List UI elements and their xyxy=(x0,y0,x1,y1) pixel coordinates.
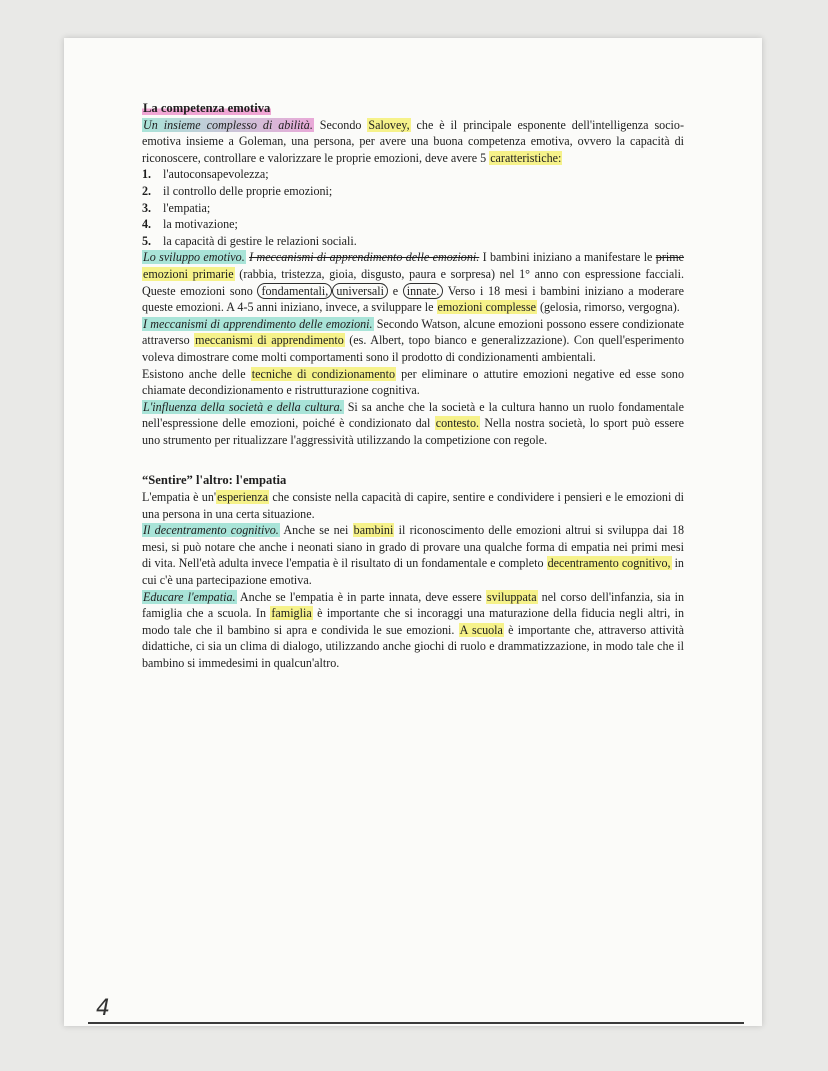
document-body xyxy=(142,100,684,672)
influenza-lead: L'influenza della società e della cultura. xyxy=(143,399,343,414)
sviluppo-struck: I meccanismi di apprendimento delle emozioni. xyxy=(249,250,480,265)
educare-hl3: A scuola xyxy=(459,622,503,637)
influenza-hl1: contesto. xyxy=(435,416,480,431)
paragraph-sviluppo xyxy=(142,249,684,315)
tecniche-t2: per eliminare o attutire emozioni negative ed esse sono chiamate decondizionamento e ristrutturazione cognitiva. xyxy=(142,366,684,398)
empatia-t2: che consiste nella capacità di capire, sentire e condividere i pensieri e le emozioni di una persona in una certa situazione. xyxy=(142,490,685,521)
meccanismi-lead: I meccanismi di apprendimento delle emozioni. xyxy=(143,316,373,331)
list-number: 5. xyxy=(142,233,152,248)
section-gap xyxy=(142,448,684,472)
sviluppo-t5: (gelosia, rimorso, vergogna). xyxy=(536,300,680,315)
intro-lead: Un insieme complesso di abilità. xyxy=(143,117,313,132)
educare-t4: è importante che, attraverso attività didattiche, ci sia un clima di dialogo, utilizzando anche giochi di ruolo e drammatizzazione, in modo tale che il bambino si immedesimi in qualcun'altro. xyxy=(142,622,684,670)
educare-t3: è importante che si incoraggi una maturazione della fiducia negli altri, in modo tale che il bambino si apra e condivida le sue emozioni. xyxy=(142,606,685,637)
educare-hl2: famiglia xyxy=(271,606,312,621)
list-text: l'empatia; xyxy=(163,200,211,215)
tecniche-hl1: tecniche di condizionamento xyxy=(251,366,396,381)
bottom-rule xyxy=(88,1022,744,1024)
section-title-empatia: “Sentire” l'altro: l'empatia xyxy=(142,473,287,488)
sviluppo-lead: Lo sviluppo emotivo. xyxy=(143,250,245,265)
list-item xyxy=(142,200,684,217)
paragraph-empatia-intro xyxy=(142,489,684,522)
intro-salovey: Salovey, xyxy=(368,117,410,132)
educare-hl1: sviluppata xyxy=(486,589,537,604)
sviluppo-hl1: emozioni primarie xyxy=(143,266,234,281)
educare-lead: Educare l'empatia. xyxy=(143,589,236,604)
list-item xyxy=(142,216,684,233)
sviluppo-t4: Verso i 18 mesi i bambini iniziano a moderare queste emozioni. A 4-5 anni iniziano, invece, a sviluppare le xyxy=(142,283,684,315)
paragraph-tecniche xyxy=(142,366,684,399)
list-number: 2. xyxy=(142,183,152,198)
tecniche-t1: Esistono anche delle xyxy=(142,366,251,381)
decentramento-t3: in cui c'è una partecipazione emotiva. xyxy=(142,556,684,588)
influenza-t1: Si sa anche che la società e la cultura hanno un ruolo fondamentale nell'espressione delle emozioni, poiché è condizionato dal xyxy=(142,399,684,431)
intro-caratteristiche: caratteristiche: xyxy=(490,150,562,165)
sviluppo-t3: e xyxy=(388,283,403,298)
sviluppo-struck2: prime xyxy=(655,250,684,265)
list-number: 3. xyxy=(142,200,152,215)
list-item xyxy=(142,233,684,250)
list-number: 1. xyxy=(142,167,152,182)
empatia-hl1: esperienza xyxy=(217,490,269,505)
influenza-t2: Nella nostra società, lo sport può essere uno strumento per ritualizzare l'aggressività utilizzando la competizione con regole. xyxy=(142,416,684,447)
sviluppo-t2: (rabbia, tristezza, gioia, disgusto, paura e sorpresa) nel 1° anno con espressione facciali. Queste emozioni sono xyxy=(142,266,684,298)
list-text: la motivazione; xyxy=(163,217,238,232)
paragraph-decentramento xyxy=(142,522,684,588)
empatia-t1: L'empatia è un' xyxy=(142,490,217,505)
section-title-text: La competenza emotiva xyxy=(143,101,271,115)
section-title-competenza xyxy=(142,100,684,117)
educare-t1: Anche se l'empatia è in parte innata, deve essere xyxy=(236,589,486,604)
educare-t2: nel corso dell'infanzia, sia in famiglia che a scuola. In xyxy=(142,589,684,621)
meccanismi-hl1: meccanismi di apprendimento xyxy=(195,333,344,348)
paragraph-meccanismi xyxy=(142,316,684,366)
list-item xyxy=(142,183,684,200)
decentramento-t1: Anche se nei xyxy=(279,523,353,538)
intro-t1: Secondo xyxy=(313,117,368,132)
meccanismi-t1: Secondo Watson, alcune emozioni possono essere condizionate attraverso xyxy=(142,316,684,348)
list-text: l'autoconsapevolezza; xyxy=(163,167,269,182)
sviluppo-hl2: emozioni complesse xyxy=(437,300,536,315)
list-text: il controllo delle proprie emozioni; xyxy=(163,183,333,198)
circled-innate: innate. xyxy=(403,283,444,299)
decentramento-t2: il riconoscimento delle emozioni altrui si sviluppa dai 18 mesi, si può notare che anche i neonati siano in grado di provare una qualche forma di empatia nei primi mesi di vita. Nell'età adulta invece l'empatia è il risultato di un fondamentale e completo xyxy=(142,523,684,571)
decentramento-hl2: decentramento cognitivo, xyxy=(547,556,671,571)
decentramento-lead: Il decentramento cognitivo. xyxy=(143,523,279,538)
list-text: la capacità di gestire le relazioni sociali. xyxy=(163,233,357,248)
sviluppo-t1: I bambini iniziano a manifestare le xyxy=(479,250,656,265)
list-number: 4. xyxy=(142,217,152,232)
decentramento-hl1: bambini xyxy=(353,523,394,538)
characteristics-list xyxy=(142,166,684,249)
intro-t2: che è il principale esponente dell'intelligenza socio-emotiva insieme a Goleman, una persona, per avere una buona competenza emotiva, ovvero la capacità di riconoscere, controllare e valorizzare le proprie emozioni, deve avere 5 xyxy=(142,117,684,165)
paragraph-influenza xyxy=(142,399,684,449)
list-item xyxy=(142,166,684,183)
paragraph-intro xyxy=(142,117,684,167)
meccanismi-t2: (es. Albert, topo bianco e generalizzazione). Con quell'esperimento voleva dimostrare come molti comportamenti sono il prodotto di condizionamenti ambientali. xyxy=(142,333,684,364)
page-number: 4 xyxy=(96,996,110,1021)
circled-fondamentali: fondamentali, xyxy=(257,283,332,299)
circled-universali: universali xyxy=(332,283,388,299)
paragraph-educare xyxy=(142,589,684,672)
